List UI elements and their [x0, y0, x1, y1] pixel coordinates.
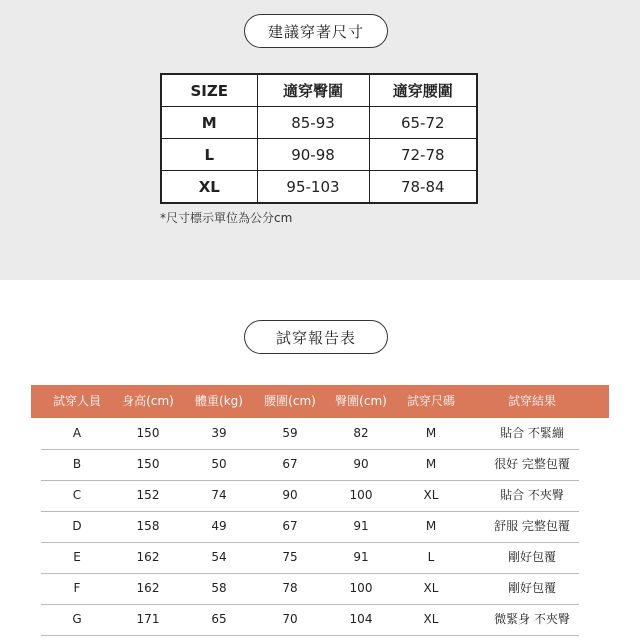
size-cell: L — [161, 139, 257, 171]
size-cell: M — [161, 107, 257, 139]
waist-cell: 75 — [282, 550, 298, 564]
size-table — [160, 73, 478, 204]
table-row — [41, 604, 579, 636]
table-row — [41, 480, 579, 512]
size-header: 試穿尺碼 — [406, 394, 456, 408]
size-cell: XL — [423, 488, 439, 502]
table-row — [41, 542, 579, 574]
height-cell: 150 — [136, 426, 160, 440]
size-cell: M — [425, 519, 437, 533]
waist-cell: 78-84 — [369, 171, 477, 204]
table-row — [41, 511, 579, 543]
height-cell: 152 — [136, 488, 160, 502]
hip-cell: 100 — [349, 581, 373, 595]
tester-cell: D — [72, 519, 82, 533]
size-cell: L — [427, 550, 435, 564]
waist-header: 適穿腰圍 — [369, 74, 477, 107]
report-table-header — [31, 385, 609, 418]
weight-cell: 39 — [211, 426, 227, 440]
height-cell: 171 — [136, 612, 160, 626]
size-table-header-row — [161, 74, 477, 107]
size-header: SIZE — [161, 74, 257, 107]
weight-header: 體重(kg) — [195, 394, 243, 408]
table-row — [41, 449, 579, 481]
hip-cell: 95-103 — [257, 171, 369, 204]
waist-cell: 67 — [282, 457, 298, 471]
height-cell: 162 — [136, 581, 160, 595]
result-cell: 舒服 完整包覆 — [494, 519, 570, 533]
waist-cell: 90 — [282, 488, 298, 502]
size-cell: XL — [161, 171, 257, 204]
hip-header: 臀圍(cm) — [335, 394, 387, 408]
result-cell: 貼合 不緊繃 — [500, 426, 564, 440]
tester-header: 試穿人員 — [52, 394, 102, 408]
weight-cell: 65 — [211, 612, 227, 626]
hip-cell: 100 — [349, 488, 373, 502]
waist-cell: 59 — [282, 426, 298, 440]
weight-cell: 50 — [211, 457, 227, 471]
hip-header: 適穿臀圍 — [257, 74, 369, 107]
hip-cell: 104 — [349, 612, 373, 626]
table-row — [41, 573, 579, 605]
tester-cell: A — [72, 426, 82, 440]
result-cell: 剛好包覆 — [507, 550, 557, 564]
tester-cell: B — [72, 457, 82, 471]
height-header: 身高(cm) — [122, 394, 174, 408]
tester-cell: F — [73, 581, 81, 595]
hip-cell: 90 — [353, 457, 369, 471]
result-header: 試穿結果 — [507, 394, 557, 408]
waist-cell: 78 — [282, 581, 298, 595]
weight-cell: 49 — [211, 519, 227, 533]
tester-cell: G — [72, 612, 82, 626]
size-row-xl — [161, 171, 477, 204]
size-cell: M — [425, 457, 437, 471]
table-row — [41, 418, 579, 450]
hip-cell: 91 — [353, 550, 369, 564]
height-cell: 150 — [136, 457, 160, 471]
height-cell: 162 — [136, 550, 160, 564]
result-cell: 貼合 不夾臀 — [500, 488, 564, 502]
weight-cell: 54 — [211, 550, 227, 564]
waist-header: 腰圍(cm) — [264, 394, 316, 408]
size-guide-title: 建議穿著尺寸 — [244, 14, 388, 48]
waist-cell: 65-72 — [369, 107, 477, 139]
waist-cell: 72-78 — [369, 139, 477, 171]
report-title: 試穿報告表 — [244, 320, 388, 354]
tester-cell: E — [73, 550, 81, 564]
size-cell: XL — [423, 612, 439, 626]
weight-cell: 74 — [211, 488, 227, 502]
hip-cell: 85-93 — [257, 107, 369, 139]
hip-cell: 91 — [353, 519, 369, 533]
weight-cell: 58 — [211, 581, 227, 595]
result-cell: 微緊身 不夾臀 — [494, 612, 570, 626]
size-cell: M — [425, 426, 437, 440]
result-cell: 很好 完整包覆 — [494, 457, 570, 471]
result-cell: 剛好包覆 — [507, 581, 557, 595]
size-row-m — [161, 107, 477, 139]
hip-cell: 82 — [353, 426, 369, 440]
height-cell: 158 — [136, 519, 160, 533]
size-cell: XL — [423, 581, 439, 595]
tester-cell: C — [72, 488, 82, 502]
waist-cell: 67 — [282, 519, 298, 533]
hip-cell: 90-98 — [257, 139, 369, 171]
size-unit-note: *尺寸標示單位為公分cm — [160, 211, 293, 225]
size-row-l — [161, 139, 477, 171]
waist-cell: 70 — [282, 612, 298, 626]
